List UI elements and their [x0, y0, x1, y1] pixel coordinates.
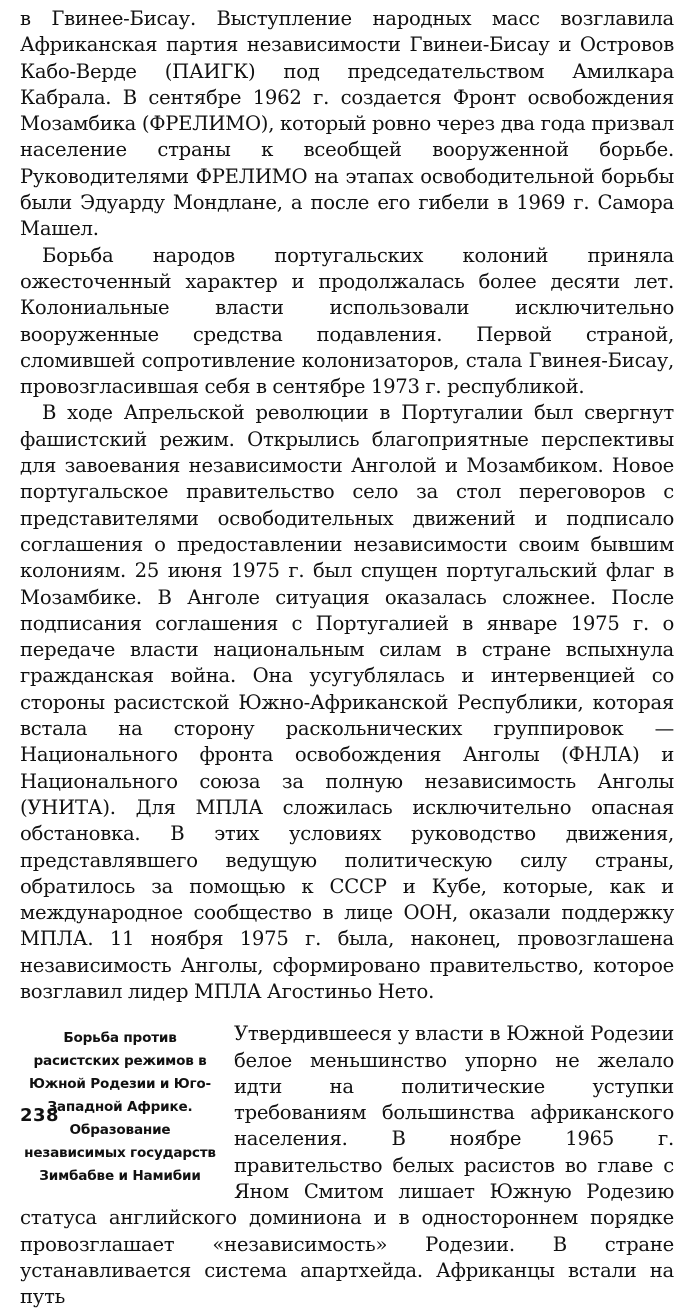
page-number: 238	[20, 1105, 60, 1126]
paragraph-guinea-mozambique: в Гвинее-Бисау. Выступление народных масс возглавила Африканская партия независимости Гвинеи-Бисау и Островов Кабо-Верде (ПАИГК) под председательством Амилкара Кабрала. В сентябре 1962 г. создается Фронт освобождения Мозамбика (ФРЕЛИМО), который ровно через два года призвал население страны к всеобщей вооруженной борьбе. Руководителями ФРЕЛИМО на этапах освободительной борьбы были Эдуарду Мондлане, а после его гибели в 1969 г. Самора Машел.	[20, 7, 674, 241]
paragraph-colonial-struggle: Борьба народов португальских колоний приняла ожесточенный характер и продолжалась более десяти лет. Колониальные власти использовали исключительно вооруженные средства подавления. Первой страной, сломившей сопротивление колонизаторов, стала Гвинея-Бисау, провозгласившая себя в сентябре 1973 г. республикой.	[20, 243, 674, 399]
paragraph-south-rhodesia: Утвердившееся у власти в Южной Родезии белое меньшинство упорно не желало идти на политические уступки требованиям большинства африканского населения. В ноябре 1965 г. правительство белых расистов во главе с Яном Смитом лишает Южную Родезию статуса английского доминиона и в одностороннем порядке провозглашает «независимость» Родезии. В стране устанавливается система апартхейда. Африканцы встали на путь	[20, 1022, 674, 1309]
paragraph-april-revolution: В ходе Апрельской революции в Португалии был свергнут фашистский режим. Открылись благоприятные перспективы для завоевания независимости Анголой и Мозамбиком. Новое португальское правительство село за стол переговоров с представителями освободительных движений и подписало соглашения о предоставлении независимости своим бывшим колониям. 25 июня 1975 г. был спущен португальский флаг в Мозамбике. В Анголе ситуация оказалась сложнее. После подписания соглашения с Португалией в январе 1975 г. о передаче власти национальным силам в стране вспыхнула гражданская война. Она усугублялась и интервенцией со стороны расистской Южно-Африканской Республики, которая встала на сторону раскольнических группировок — Национального фронта освобождения Анголы (ФНЛА) и Национального союза за полную независимость Анголы (УНИТА). Для МПЛА сложилась исключительно опасная обстановка. В этих условиях руководство движения, представлявшего ведущую политическую силу страны, обратилось за помощью к СССР и Кубе, которые, как и международное сообщество в лице ООН, оказали поддержку МПЛА. 11 ноября 1975 г. была, наконец, провозглашена независимость Анголы, сформировано правительство, которое возглавил лидер МПЛА Агостиньо Нето.	[20, 401, 674, 1003]
book-page	[20, 6, 674, 1309]
section-rhodesia-namibia	[20, 1021, 674, 1310]
section-sidenote-heading: Борьба против расистских режимов в Южной Родезии и Юго-Западной Африке. Образование независимых государств Зимбабве и Намибии	[24, 1030, 216, 1185]
